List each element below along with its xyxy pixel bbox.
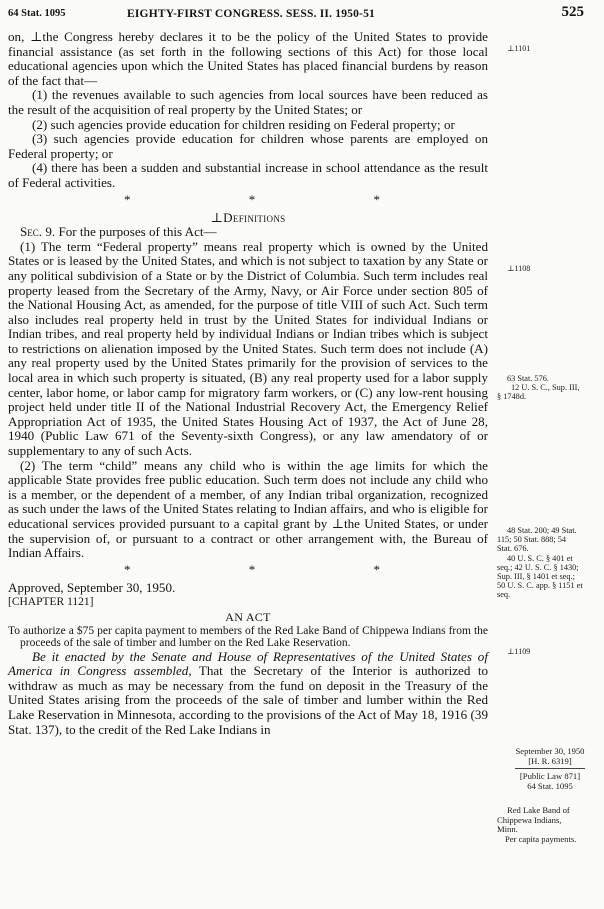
citation-line: § 1748d. — [497, 392, 527, 402]
section-number: Sec. 9. — [20, 224, 56, 240]
citation-line: seq.; 42 U. S. C. § 1430; — [497, 562, 579, 572]
definition-child: (2) The term “child” means any child who is within the age limits for which the applicable State provides free public education. Such term does not include any child who is a member, or the dependent of a member, of any Indian tribal organization, recognized as such under the laws of the United States relating to Indian affairs, and who is eligible for educational services provided pursuant to a capital grant by ⊥the United States, or under the supervision of, or pursuant to a contract or other arrangement with, the Bureau of Indian Affairs. — [8, 457, 488, 561]
clause-1: (1) the revenues available to such agencies from local sources have been reduced as the result of the acquisition of real property by the United States; or — [8, 87, 488, 117]
star: * — [373, 191, 380, 207]
citation-line: 115; 50 Stat. 888; 54 — [497, 535, 567, 545]
stat-citation: 64 Stat. 1095 — [527, 780, 573, 791]
enacting-clause — [8, 650, 488, 738]
running-head: EIGHTY-FIRST CONGRESS. SESS. II. 1950-51 — [127, 8, 375, 20]
divider — [515, 768, 585, 769]
citation-line: seq. — [497, 590, 511, 600]
margin-act-info — [500, 747, 600, 791]
subject-line: Red Lake Band of — [507, 805, 570, 815]
margin-subject-note — [497, 806, 576, 844]
margin-citation-acts — [497, 526, 601, 600]
star: * — [248, 191, 256, 207]
page-number: 525 — [561, 4, 584, 20]
approval-line: Approved, September 30, 1950. — [8, 579, 176, 595]
section-break-stars — [124, 563, 380, 577]
enacting-text: That the Secretary of the Interior is authorized to withdraw as much as may be necessary from the fund on deposit in the Treasury of the United States arising from the proceeds of the sale of timber and lumber within the Red Lake Reservation in Minnesota, according to the provisions of the Act of May 18, 1916 (39 Stat. 137), to the credit of the Red Lake Indians in — [8, 663, 489, 737]
clause-2: (2) such agencies provide education for children residing on Federal property; or — [32, 116, 455, 132]
stat-reference: 64 Stat. 1095 — [8, 8, 66, 19]
intro-paragraph: on, ⊥the Congress hereby declares it to be the policy of the United States to provide financial assistance (as set forth in the following sections of this Act) for those local educational agencies upon which the United States has placed financial burdens by reason of the fact that— — [8, 29, 488, 88]
section-9-intro — [8, 225, 488, 240]
citation-line: 63 Stat. 576. — [507, 374, 549, 383]
clause-4: (4) there has been a sudden and substantial increase in school attendance as the result of Federal activities. — [8, 160, 488, 190]
bill-number: [H. R. 6319] — [528, 755, 572, 766]
definitions-heading: ⊥Definitions — [210, 209, 286, 225]
public-law-number: [Public Law 871] — [519, 771, 581, 782]
definition-federal-property: (1) The term “Federal property” means real property which is owned by the United States or is leased by the United States, and which is not subject to taxation by any State or any political subdivision of a State or by the District of Columbia. Such term includes real property leased from the Secretary of the Army, Navy, or Air Force under section 805 of the National Housing Act, as amended, for the purpose of title VIII of such Act. Such term also includes real property held in trust by the United States for individual Indians or Indian tribes, and real property held by individual Indians or Indian tribes which is subject to restrictions on alienation imposed by the United States. Such term does not include (A) any real property used by the United States primarily for the provision of services to the local area in which such property is situated, (B) any real property used for a labor supply center, labor home, or labor camp for migratory farm workers, or (C) any low-rent housing project held under title II of the National Industrial Recovery Act, the Emergency Relief Appropriation Act of 1935, the United States Housing Act of 1937, the Act of June 28, 1940 (Public Law 671 of the Seventy-sixth Congress), or any law amendatory of or supplementary to any of such Acts. — [8, 238, 488, 459]
an-act-heading: AN ACT — [225, 609, 271, 624]
margin-page-mark: ⊥1109 — [507, 647, 531, 656]
chapter-number: [CHAPTER 1121] — [8, 596, 94, 609]
section-break-stars — [124, 193, 380, 207]
citation-line: 50 U. S. C. app. § 1151 et — [497, 581, 583, 591]
citation-line: 40 U. S. C. § 401 et — [507, 553, 573, 563]
star: * — [124, 191, 131, 207]
star: * — [124, 561, 131, 577]
margin-citation-housing — [497, 374, 579, 402]
main-text-column — [8, 30, 488, 737]
subject-line: Minn. — [497, 824, 518, 835]
margin-page-mark: ⊥1108 — [507, 264, 531, 273]
citation-line: 48 Stat. 200; 49 Stat. — [507, 526, 577, 535]
act-date: September 30, 1950 — [515, 746, 585, 756]
enacting-formula: Be it enacted by the Senate and House of Representatives of the United States of America in Congress assembled, — [8, 648, 488, 679]
section-9-text: For the purposes of this Act— — [58, 224, 217, 240]
act-title: To authorize a $75 per capita payment to members of the Red Lake Band of Chippewa Indians from the proceeds of the sale of timber and lumber on the Red Lake Reservation. — [8, 624, 488, 650]
star: * — [248, 561, 256, 577]
margin-page-mark: ⊥1101 — [507, 44, 531, 53]
clause-3: (3) such agencies provide education for children whose parents are employed on Federal property; or — [8, 131, 488, 161]
star: * — [373, 561, 380, 577]
citation-line: Stat. 676. — [497, 544, 529, 554]
citation-line: Sup. III, § 1401 et seq.; — [497, 572, 575, 582]
subject-line: Chippewa Indians, — [497, 814, 562, 825]
citation-line: 12 U. S. C., Sup. III, — [511, 383, 580, 393]
subject-line: Per capita payments. — [505, 833, 577, 844]
